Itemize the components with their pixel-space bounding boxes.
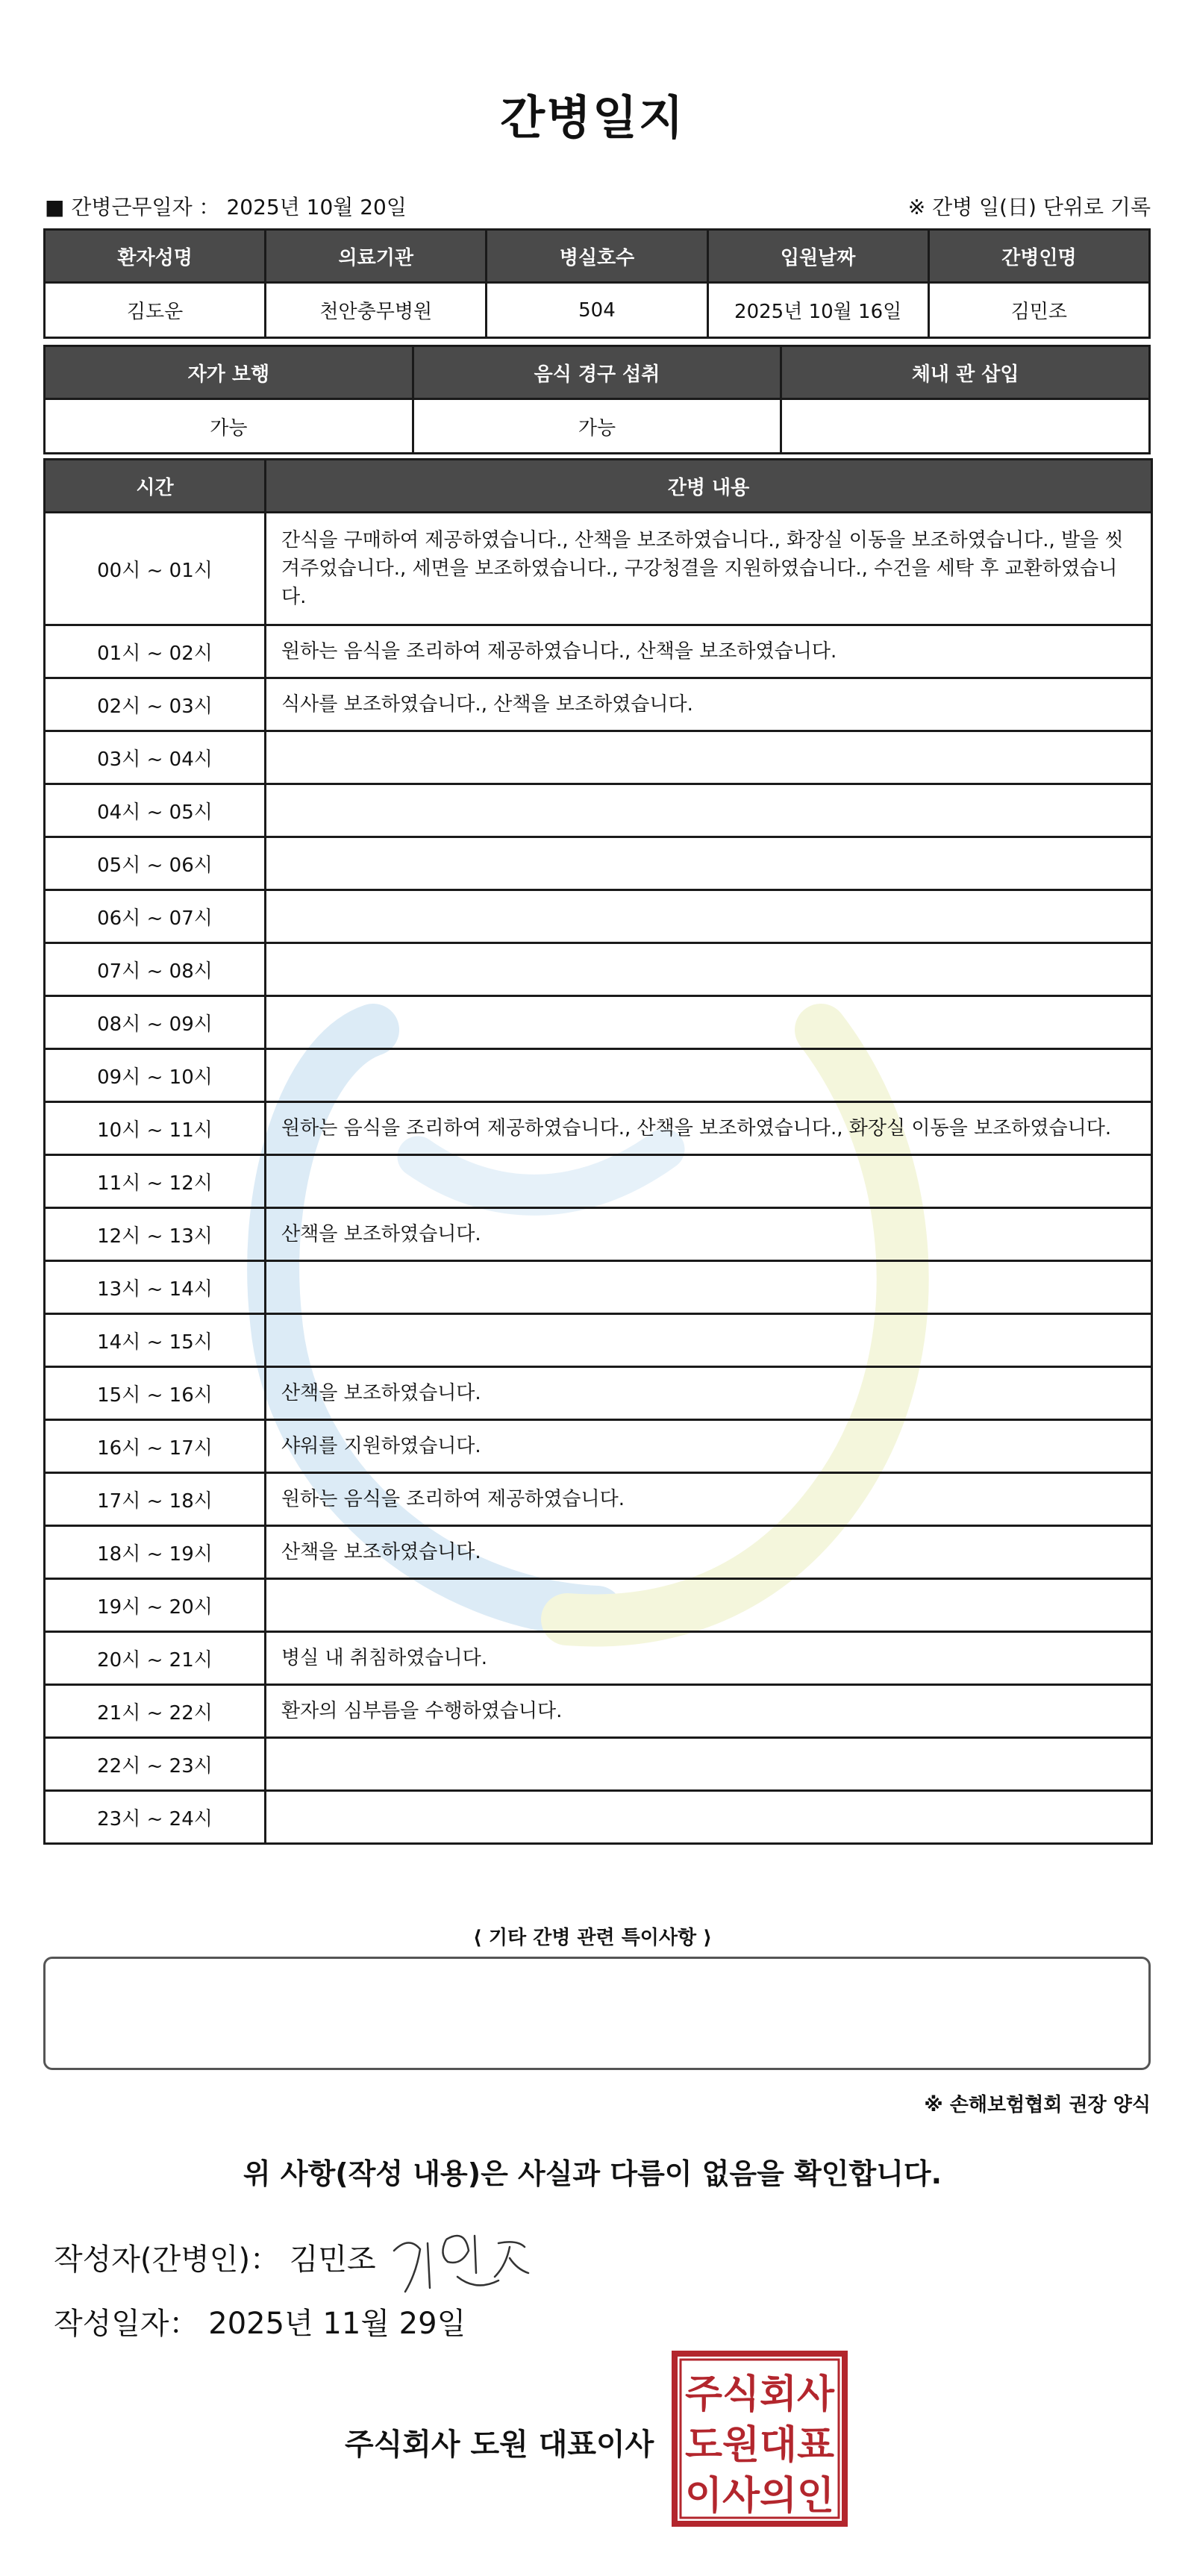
- table-row: [45, 996, 1152, 1049]
- care-content: 산책을 보조하였습니다.: [266, 1367, 1152, 1420]
- care-log-table: [43, 458, 1153, 1845]
- header-admission-date: 입원날짜: [707, 230, 928, 283]
- header-self-walking: 자가 보행: [45, 346, 413, 399]
- care-content: 산책을 보조하였습니다.: [266, 1208, 1152, 1261]
- time-slot: 17시 ~ 18시: [45, 1473, 266, 1526]
- stamp-line: 이사의인: [685, 2474, 834, 2519]
- patient-name: 김도운: [45, 283, 266, 338]
- time-slot: 10시 ~ 11시: [45, 1102, 266, 1155]
- time-slot: 08시 ~ 09시: [45, 996, 266, 1049]
- care-log-body: [45, 513, 1152, 1844]
- header-caregiver-name: 간병인명: [928, 230, 1149, 283]
- time-slot: 00시 ~ 01시: [45, 513, 266, 625]
- form-note: ※ 손해보험협회 권장 양식: [924, 2094, 1151, 2116]
- table-row: [45, 1791, 1152, 1844]
- table-row: [45, 1632, 1152, 1685]
- table-row: [45, 943, 1152, 996]
- room-number: 504: [487, 283, 707, 338]
- table-row: [45, 1473, 1152, 1526]
- time-slot: 06시 ~ 07시: [45, 890, 266, 943]
- table-row: [45, 513, 1152, 625]
- time-slot: 14시 ~ 15시: [45, 1314, 266, 1367]
- table-row: [45, 1738, 1152, 1791]
- table-row: [45, 1208, 1152, 1261]
- care-content: [266, 784, 1152, 837]
- time-slot: 22시 ~ 23시: [45, 1738, 266, 1791]
- company-representative: 주식회사 도원 대표이사: [345, 2427, 654, 2462]
- patient-status-table: [43, 345, 1151, 454]
- time-slot: 21시 ~ 22시: [45, 1685, 266, 1738]
- table-row: [45, 731, 1152, 784]
- table-row: [45, 1314, 1152, 1367]
- table-row: [45, 837, 1152, 890]
- care-content: 식사를 보조하였습니다., 산책을 보조하였습니다.: [266, 678, 1152, 731]
- hospital-name: 천안충무병원: [266, 283, 487, 338]
- care-content: 원하는 음식을 조리하여 제공하였습니다., 산책을 보조하였습니다.: [266, 625, 1152, 678]
- special-notes-title: ⟨ 기타 간병 관련 특이사항 ⟩: [472, 1927, 713, 1949]
- confirmation-text: 위 사항(작성 내용)은 사실과 다름이 없음을 확인합니다.: [243, 2157, 942, 2190]
- table-row: [45, 625, 1152, 678]
- admission-date: 2025년 10월 16일: [707, 283, 928, 338]
- care-content: [266, 1579, 1152, 1632]
- time-slot: 18시 ~ 19시: [45, 1526, 266, 1579]
- care-content: [266, 1791, 1152, 1844]
- time-slot: 07시 ~ 08시: [45, 943, 266, 996]
- header-tube-insertion: 체내 관 삽입: [781, 346, 1150, 399]
- care-content: [266, 943, 1152, 996]
- time-slot: 15시 ~ 16시: [45, 1367, 266, 1420]
- care-content: [266, 837, 1152, 890]
- stamp-line: 주식회사: [685, 2372, 835, 2417]
- time-slot: 20시 ~ 21시: [45, 1632, 266, 1685]
- handwritten-signature: [387, 2221, 536, 2303]
- special-notes-box: [43, 1957, 1151, 2070]
- time-slot: 02시 ~ 03시: [45, 678, 266, 731]
- time-slot: 16시 ~ 17시: [45, 1420, 266, 1473]
- header-patient-name: 환자성명: [45, 230, 266, 283]
- time-slot: 23시 ~ 24시: [45, 1791, 266, 1844]
- header-hospital: 의료기관: [266, 230, 487, 283]
- caregiver-name: 김민조: [928, 283, 1149, 338]
- care-content: [266, 1049, 1152, 1102]
- header-room: 병실호수: [487, 230, 707, 283]
- header-oral-intake: 음식 경구 섭취: [413, 346, 781, 399]
- care-content: 샤워를 지원하였습니다.: [266, 1420, 1152, 1473]
- document-title: 간병일지: [500, 90, 685, 145]
- writer-label: 작성자(간병인)： 김민조: [54, 2242, 376, 2277]
- header-time: 시간: [45, 460, 266, 513]
- stamp-line: 도원대표: [685, 2423, 834, 2468]
- care-content: [266, 1314, 1152, 1367]
- oral-intake-value: 가능: [413, 399, 781, 454]
- table-row: [45, 1685, 1152, 1738]
- time-slot: 03시 ~ 04시: [45, 731, 266, 784]
- table-row: [45, 890, 1152, 943]
- table-row: [45, 1526, 1152, 1579]
- care-content: [266, 1261, 1152, 1314]
- care-content: 원하는 음식을 조리하여 제공하였습니다., 산책을 보조하였습니다., 화장실 이동을 보조하였습니다.: [266, 1102, 1152, 1155]
- care-content: [266, 1738, 1152, 1791]
- company-seal-stamp: [670, 2349, 849, 2528]
- table-row: [45, 1261, 1152, 1314]
- time-slot: 04시 ~ 05시: [45, 784, 266, 837]
- header-care-content: 간병 내용: [266, 460, 1152, 513]
- care-content: [266, 890, 1152, 943]
- time-slot: 12시 ~ 13시: [45, 1208, 266, 1261]
- care-content: 원하는 음식을 조리하여 제공하였습니다.: [266, 1473, 1152, 1526]
- table-row: [45, 1102, 1152, 1155]
- time-slot: 09시 ~ 10시: [45, 1049, 266, 1102]
- care-content: 산책을 보조하였습니다.: [266, 1526, 1152, 1579]
- table-row: [45, 1420, 1152, 1473]
- time-slot: 19시 ~ 20시: [45, 1579, 266, 1632]
- care-content: [266, 1155, 1152, 1208]
- table-row: [45, 1367, 1152, 1420]
- time-slot: 11시 ~ 12시: [45, 1155, 266, 1208]
- table-row: [45, 678, 1152, 731]
- care-content: 병실 내 취침하였습니다.: [266, 1632, 1152, 1685]
- care-content: 환자의 심부름을 수행하였습니다.: [266, 1685, 1152, 1738]
- time-slot: 05시 ~ 06시: [45, 837, 266, 890]
- write-date-label: 작성일자： 2025년 11월 29일: [54, 2307, 466, 2341]
- time-slot: 13시 ~ 14시: [45, 1261, 266, 1314]
- work-date: ■ 간병근무일자 ： 2025년 10월 20일: [45, 195, 407, 219]
- unit-note: ※ 간병 일(日) 단위로 기록: [907, 195, 1151, 219]
- table-row: [45, 1155, 1152, 1208]
- tube-insertion-value: [781, 399, 1150, 454]
- table-row: [45, 1049, 1152, 1102]
- care-content: [266, 731, 1152, 784]
- table-row: [45, 1579, 1152, 1632]
- patient-info-table: [43, 228, 1151, 339]
- self-walking-value: 가능: [45, 399, 413, 454]
- table-row: [45, 784, 1152, 837]
- care-content: 간식을 구매하여 제공하였습니다., 산책을 보조하였습니다., 화장실 이동을 보조하였습니다., 발을 씻겨주었습니다., 세면을 보조하였습니다., 구강청결을 지원하였습니다., 수건을 세탁 후 교환하였습니다.: [266, 513, 1152, 625]
- care-content: [266, 996, 1152, 1049]
- time-slot: 01시 ~ 02시: [45, 625, 266, 678]
